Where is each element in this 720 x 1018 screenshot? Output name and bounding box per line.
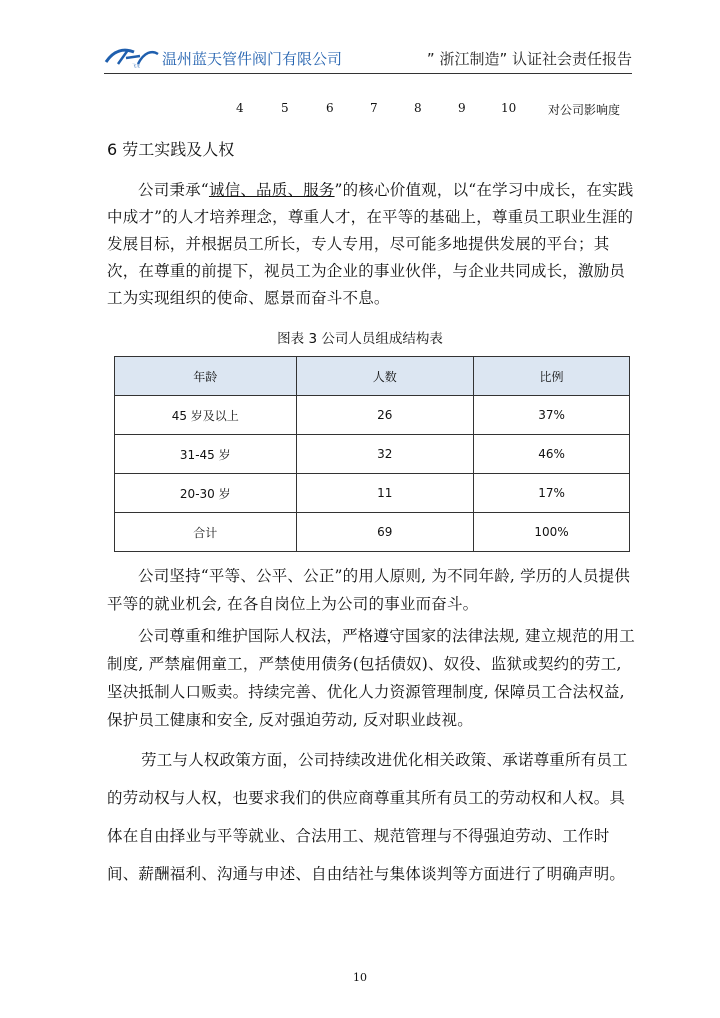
- page-number: 10: [353, 971, 367, 984]
- table-cell: 合计: [115, 513, 297, 552]
- table-cell: 100%: [474, 513, 630, 552]
- column-header-age: 年龄: [115, 357, 297, 396]
- report-title: ” 浙江制造” 认证社会责任报告: [426, 50, 632, 68]
- table-cell: 31-45 岁: [115, 435, 297, 474]
- section-title: 6 劳工实践及人权: [107, 140, 235, 159]
- page-header: [104, 42, 632, 72]
- table-row: [115, 435, 630, 474]
- logo-text: 飞龙: [132, 63, 140, 68]
- paragraph-human-rights: 公司尊重和维护国际人权法，严格遵守国家的法律法规, 建立规范的用工制度, 严禁雇佣童工，严禁使用债务(包括债奴)、奴役、监狱或契约的劳工, 坚决抵制人口贩卖。持续完善、优化人力资源管理制度, 保障员工合法权益, 保护员工健康和安全, 反对强迫劳动, 反对职业歧视。: [107, 627, 635, 729]
- table-cell: 37%: [474, 396, 630, 435]
- column-header-count: 人数: [296, 357, 474, 396]
- table-total-row: [115, 513, 630, 552]
- table-cell: 45 岁及以上: [115, 396, 297, 435]
- table-caption: 图表 3 公司人员组成结构表: [277, 331, 443, 347]
- impact-label: 对公司影响度: [548, 103, 621, 117]
- impact-scale-row: [0, 101, 720, 119]
- table-cell: 26: [296, 396, 474, 435]
- table-cell: 32: [296, 435, 474, 474]
- staff-composition-table: [114, 356, 630, 552]
- scale-number: 8: [414, 101, 422, 115]
- table-cell: 17%: [474, 474, 630, 513]
- paragraph-core-values-start: 公司秉承“: [138, 181, 209, 199]
- company-name: 温州蓝天管件阀门有限公司: [162, 50, 343, 68]
- table-row: [115, 474, 630, 513]
- paragraph-hiring-principle: 公司坚持“平等、公平、公正”的用人原则, 为不同年龄, 学历的人员提供平等的就业机会, 在各自岗位上为公司的事业而奋斗。: [107, 567, 631, 613]
- paragraph-labor-policy: 劳工与人权政策方面，公司持续改进优化相关政策、承诺尊重所有员工的劳动权与人权，也要求我们的供应商尊重其所有员工的劳动权和人权。具体在自由择业与平等就业、合法用工、规范管理与不得强迫劳动、工作时间、薪酬福利、沟通与申述、自由结社与集体谈判等方面进行了明确声明。: [107, 751, 628, 883]
- scale-number: 9: [458, 101, 466, 115]
- core-values-underlined: 诚信、品质、服务: [208, 181, 335, 199]
- scale-number: 6: [326, 101, 334, 115]
- table-cell: 46%: [474, 435, 630, 474]
- table-cell: 69: [296, 513, 474, 552]
- scale-number: 4: [236, 101, 244, 115]
- paragraph-core-values-rest: ”的核心价值观，以“在学习中成长，在实践中成才”的人才培养理念，尊重人才，在平等的基础上，尊重员工职业生涯的发展目标，并根据员工所长，专人专用，尽可能多地提供发展的平台；其次，在尊重的前提下，视员工为企业的事业伙伴，与企业共同成长，激励员工为实现组织的使命、愿景而奋斗不息。: [107, 181, 634, 307]
- header-divider: [104, 73, 632, 74]
- table-row: [115, 396, 630, 435]
- scale-number: 10: [501, 101, 517, 115]
- table-header-row: [115, 357, 630, 396]
- paragraph-core-values: [107, 177, 635, 312]
- column-header-ratio: 比例: [474, 357, 630, 396]
- table-cell: 11: [296, 474, 474, 513]
- scale-number: 7: [370, 101, 378, 115]
- scale-number: 5: [281, 101, 289, 115]
- company-logo: [104, 44, 160, 68]
- table-cell: 20-30 岁: [115, 474, 297, 513]
